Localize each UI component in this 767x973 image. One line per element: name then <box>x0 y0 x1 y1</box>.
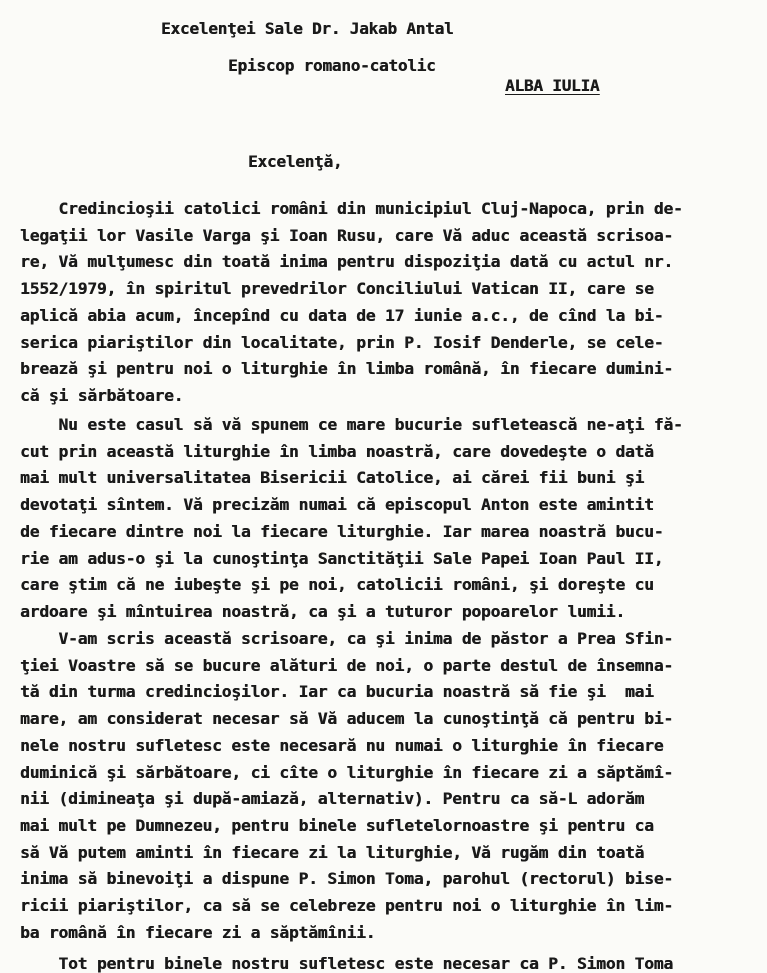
body-line: mai mult universalitatea Bisericii Catolice, ai cărei fii buni şi <box>20 468 645 488</box>
body-line: 1552/1979, în spiritul prevedrilor Conciliului Vatican II, care se <box>20 279 654 299</box>
body-line: ţiei Voastre să se bucure alături de noi, o parte destul de însemna- <box>20 655 673 675</box>
body-line: tă din turma credincioşilor. Iar ca bucuria noastră să fie şi mai <box>20 682 654 702</box>
body-line: brează şi pentru noi o liturghie în limba română, în fiecare dumini- <box>20 359 673 379</box>
body-line: nele nostru sufletesc este necesară nu numai o liturghie în fiecare <box>20 735 664 755</box>
salutation: Excelenţă, <box>248 152 343 171</box>
body-line: nii (dimineaţa şi după-amiază, alternativ). Pentru ca să-L adorăm <box>20 789 645 809</box>
body-line: care ştim că ne iubeşte şi pe noi, catolicii români, şi doreşte cu <box>20 575 654 595</box>
body-line: Nu este casul să vă spunem ce mare bucurie sufletească ne-aţi fă- <box>20 415 683 434</box>
body-line: re, Vă mulţumesc din toată inima pentru dispoziţia dată cu actul nr. <box>20 252 673 272</box>
body-line: de fiecare dintre noi la fiecare liturghie. Iar marea noastră bucu- <box>20 521 664 541</box>
body-line: rie am adus-o şi la cunoştinţa Sanctităţii Sale Papei Ioan Paul II, <box>20 548 664 568</box>
body-line: ricii piariştilor, ca să se celebreze pentru noi o liturghie în lim- <box>20 896 673 915</box>
body-line: mai mult pe Dumnezeu, pentru binele sufletelornoastre şi pentru ca <box>20 815 654 835</box>
body-line: inima să binevoiţi a dispune P. Simon Toma, parohul (rectorul) bise- <box>20 869 673 889</box>
body-line: V-am scris această scrisoare, ca şi inima de păstor a Prea Sfin- <box>20 629 673 648</box>
body-line: serica piariştilor din localitate, prin P. Iosif Denderle, se cele- <box>20 332 664 352</box>
body-line: cut prin această liturghie în limba noastră, care dovedeşte o dată <box>20 441 654 461</box>
body-line: că şi sărbătoare. <box>20 385 184 405</box>
body-line: duminică şi sărbătoare, ci cîte o liturghie în fiecare zi a săptămî- <box>20 762 673 782</box>
body-line: devotaţi sîntem. Vă precizăm numai că episcopul Anton este amintit <box>20 495 654 515</box>
recipient-city: ALBA IULIA <box>505 76 600 95</box>
body-line: să Vă putem aminti în fiecare zi la liturghie, Vă rugăm din toată <box>20 842 645 862</box>
body-line: aplică abia acum, începînd cu data de 17 iunie a.c., de cînd la bi- <box>20 305 664 325</box>
recipient-title: Episcop romano-catolic <box>228 56 436 75</box>
body-line: Credincioşii catolici români din municipiul Cluj-Napoca, prin de- <box>20 199 683 218</box>
body-line: ardoare şi mîntuirea noastră, ca şi a tuturor popoarelor lumii. <box>20 601 625 621</box>
body-line: mare, am considerat necesar să Vă aducem la cunoştinţă că pentru bi- <box>20 709 673 729</box>
recipient-name: Excelenţei Sale Dr. Jakab Antal <box>161 19 454 38</box>
body-line: Tot pentru binele nostru sufletesc este necesar ca P. Simon Toma <box>20 954 673 973</box>
body-line: ba română în fiecare zi a săptămînii. <box>20 922 376 942</box>
body-line: legaţii lor Vasile Varga şi Ioan Rusu, care Vă aduc această scrisoa- <box>20 225 673 245</box>
